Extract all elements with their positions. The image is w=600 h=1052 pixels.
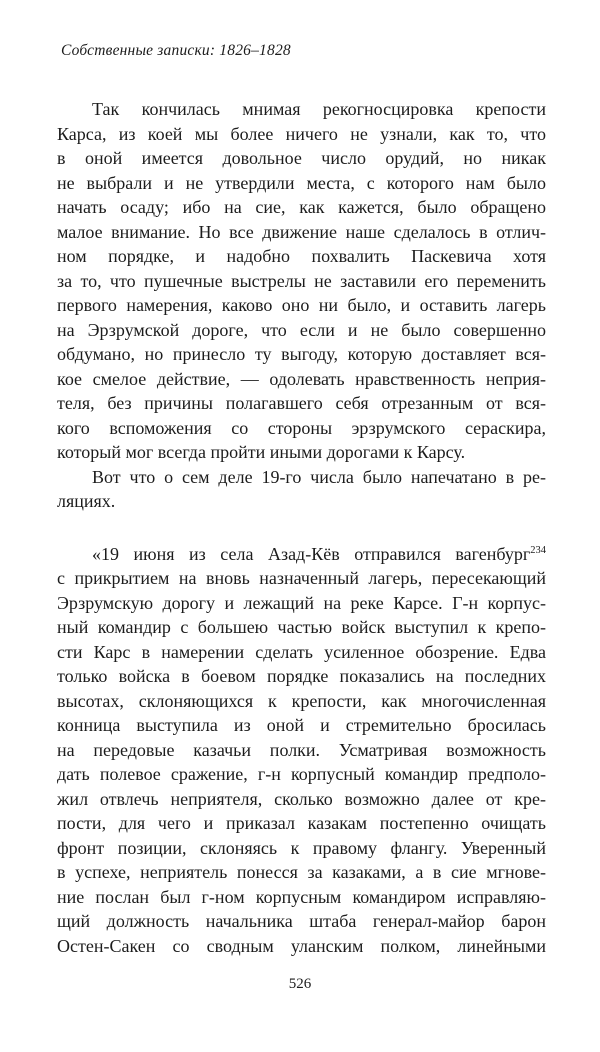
running-header: Собственные записки: 1826–1828 bbox=[61, 42, 291, 59]
text-line: щий должность начальника штаба генерал-майор барон bbox=[57, 911, 546, 931]
text-line: высотах, склоняющихся к крепости, как многочисленная bbox=[57, 690, 546, 711]
text-line: ный командир с большею частью войск выступил к крепо- bbox=[57, 617, 546, 637]
text-line: сти Карс в намерении сделать усиленное обозрение. Едва bbox=[57, 641, 546, 662]
text-line: Так кончилась мнимая рекогносцировка крепости bbox=[92, 99, 546, 119]
text-line: жил отвлечь неприятеля, сколько возможно далее от кре- bbox=[57, 788, 546, 809]
text-line: который мог всегда пройти иными дорогами к Карсу. bbox=[57, 442, 466, 462]
text-line: на передовые казачьи полки. Усматривая возможность bbox=[57, 739, 546, 760]
paragraph bbox=[57, 97, 546, 465]
text-line: Вот что о сем деле 19-го числа было напечатано в ре- bbox=[92, 466, 546, 487]
page-body bbox=[57, 97, 546, 958]
text-line: дать полевое сражение, г-н корпусный командир предполо- bbox=[57, 764, 546, 784]
text-line: пости, для чего и приказал казакам постепенно очищать bbox=[57, 813, 546, 833]
text-line: Карса, из коей мы более ничего не узнали, как то, что bbox=[57, 123, 546, 144]
text-line: за то, что пушечные выстрелы не заставили его переменить bbox=[57, 270, 546, 291]
text-line: не выбрали и не утвердили места, с которого нам было bbox=[57, 172, 546, 193]
text-line: фронт позиции, склоняясь к правому флангу. Уверенный bbox=[57, 837, 546, 858]
text-line: начать осаду; ибо на сие, как кажется, было обращено bbox=[57, 197, 546, 217]
paragraph bbox=[57, 542, 546, 959]
text-line: ном порядке, и надобно похвалить Паскевича хотя bbox=[57, 246, 546, 266]
text-line: в оной имеется довольное число орудий, но никак bbox=[57, 148, 546, 168]
text-line: кого вспоможения со стороны эрзрумского сераскира, bbox=[57, 417, 546, 438]
text-line: с прикрытием на вновь назначенный лагерь, пересекающий bbox=[57, 568, 546, 588]
footnote-reference: 234 bbox=[530, 544, 546, 556]
text-line: кое смелое действие, — одолевать нравственность неприя- bbox=[57, 368, 546, 389]
text-line: Остен-Сакен со сводным уланским полком, линейными bbox=[57, 935, 546, 956]
text-line: в успехе, неприятель понесся за казаками, а в сие мгнове- bbox=[57, 862, 546, 882]
text-line: конница выступила из оной и стремительно бросилась bbox=[57, 715, 546, 735]
text-line: малое внимание. Но все движение наше сделалось в отлич- bbox=[57, 221, 546, 242]
text-line: «19 июня из села Азад-Кёв отправился вагенбург$^{234}$ bbox=[92, 543, 546, 564]
text-line: обдумано, но принесло ту выгоду, которую доставляет вся- bbox=[57, 344, 546, 364]
text-line: теля, без причины полагавшего себя отрезанным от вся- bbox=[57, 393, 546, 413]
text-line: ляциях. bbox=[57, 491, 116, 511]
text-line: ние послан был г-ном корпусным командиром исправляю- bbox=[57, 886, 546, 907]
text-line: только войска в боевом порядке показались на последних bbox=[57, 666, 546, 686]
text-line: Эрзрумскую дорогу и лежащий на реке Карсе. Г-н корпус- bbox=[57, 592, 546, 613]
text-line: на Эрзрумской дороге, что если и не было совершенно bbox=[57, 319, 546, 340]
paragraph bbox=[57, 465, 546, 514]
page-number: 526 bbox=[288, 976, 312, 992]
text-line: первого намерения, каково оно ни было, и оставить лагерь bbox=[57, 295, 546, 315]
